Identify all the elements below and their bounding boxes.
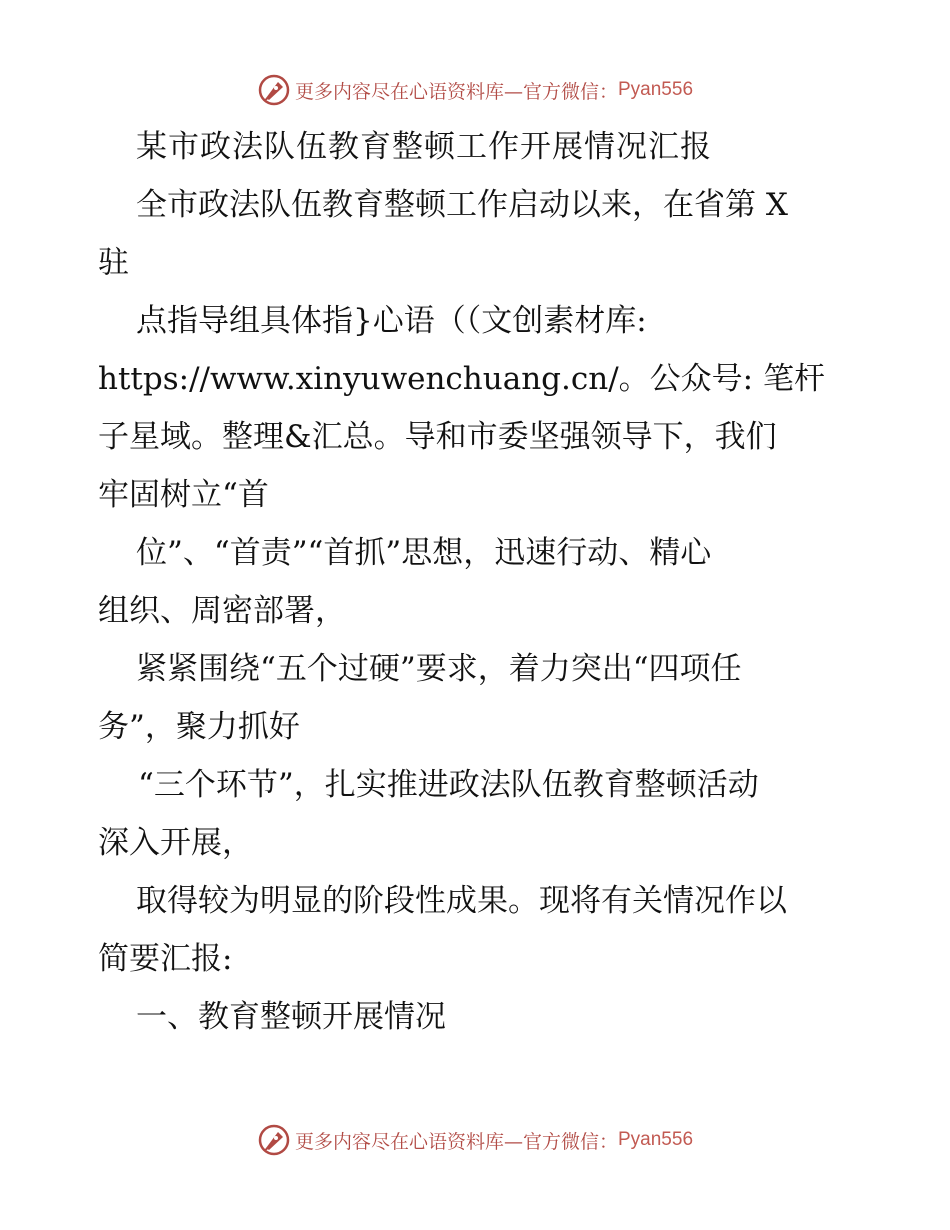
paragraph-line: 组织、周密部署，	[98, 593, 346, 629]
paragraph-line: https://www.xinyuwenchuang.cn/。公众号: 笔杆	[98, 361, 825, 397]
paragraph-line: 点指导组具体指}心语（（文创素材库:	[136, 303, 647, 339]
pen-nib-logo-icon	[257, 73, 291, 107]
header-banner	[0, 70, 950, 110]
paragraph-line: 全市政法队伍教育整顿工作启动以来，在省第 X	[136, 187, 788, 223]
paragraph-line: “三个环节”，扎实推进政法队伍教育整顿活动	[138, 767, 759, 803]
paragraph-line: 深入开展，	[98, 825, 253, 861]
banner-wechat-label: 官方微信：	[522, 1130, 618, 1153]
banner-wechat-label: 官方微信：	[522, 80, 618, 103]
paragraph-line: 务”，聚力抓好	[98, 709, 300, 745]
footer-banner	[0, 1120, 950, 1160]
banner-text: 更多内容尽在心语资料库—	[294, 1130, 523, 1153]
document-title: 某市政法队伍教育整顿工作开展情况汇报	[136, 129, 712, 165]
paragraph-line: 驻	[98, 245, 129, 281]
paragraph-line: 牢固树立“首	[98, 477, 269, 513]
pen-nib-logo-icon	[257, 1123, 291, 1157]
paragraph-line: 位”、“首责”“首抓”思想，迅速行动、精心	[136, 535, 712, 571]
document-body	[98, 118, 853, 1046]
banner-wechat-id: Pyan556	[618, 1129, 694, 1150]
paragraph-line: 简要汇报:	[98, 941, 233, 977]
paragraph-line: 子星域。整理&汇总。导和市委坚强领导下，我们	[98, 419, 777, 455]
paragraph-line: 取得较为明显的阶段性成果。现将有关情况作以	[136, 883, 787, 919]
banner-text: 更多内容尽在心语资料库—	[294, 80, 523, 103]
paragraph-line: 紧紧围绕“五个过硬”要求，着力突出“四项任	[136, 651, 742, 687]
section-heading: 一、教育整顿开展情况	[136, 999, 446, 1035]
banner-wechat-id: Pyan556	[618, 79, 694, 100]
